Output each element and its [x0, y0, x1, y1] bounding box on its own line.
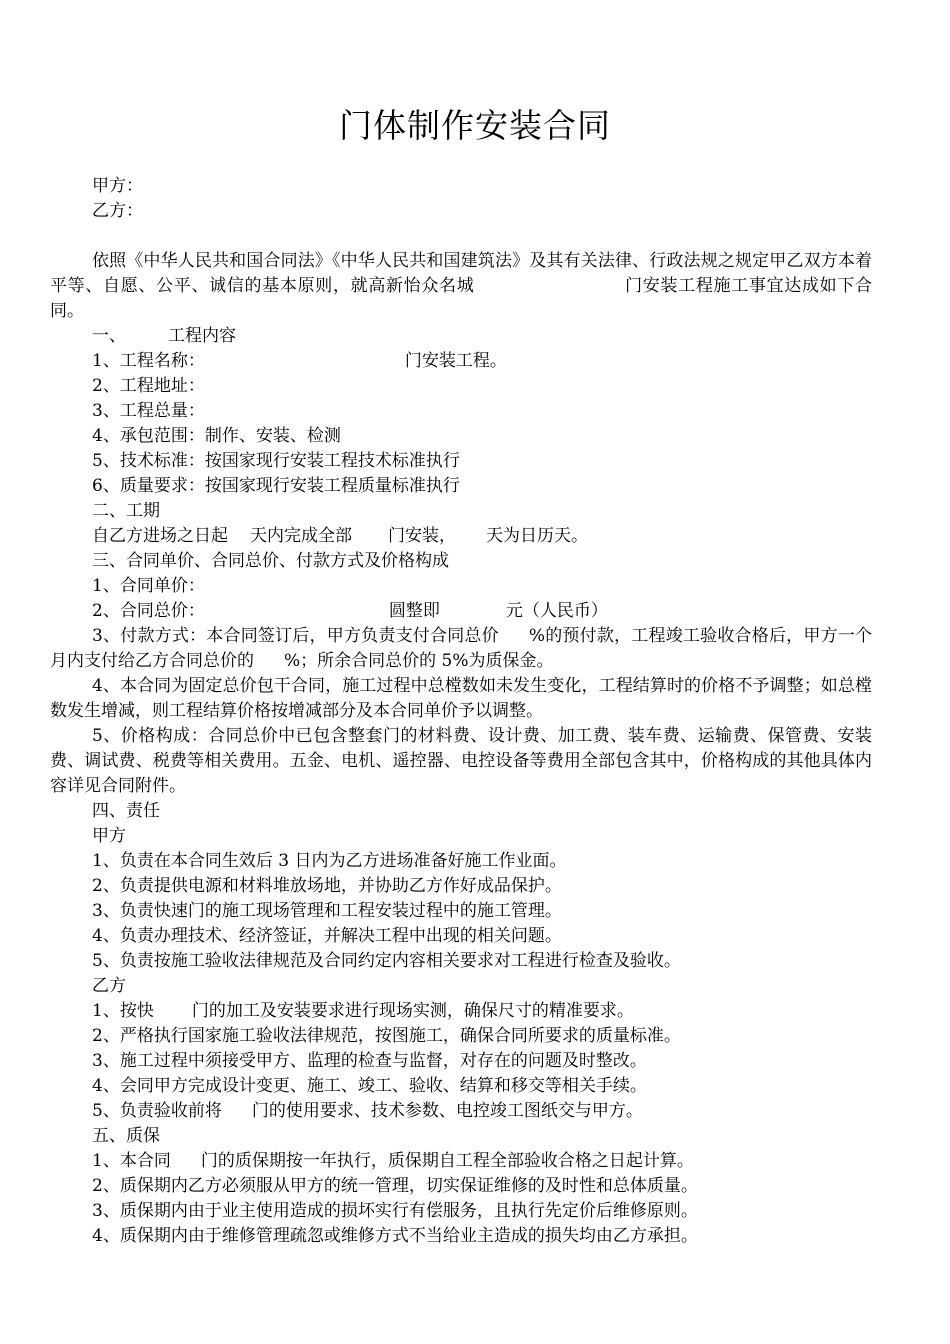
party-b-duty: 5、负责验收前将 门的使用要求、技术参数、电控竣工图纸交与甲方。 [92, 1101, 643, 1121]
party-b-duty: 4、会同甲方完成设计变更、施工、竣工、验收、结算和移交等相关手续。 [92, 1076, 647, 1096]
party-a-duty: 5、负责按施工验收法律规范及合同约定内容相关要求对工程进行检查及验收。 [92, 951, 681, 971]
party-b-duty: 3、施工过程中须接受甲方、监理的检查与监督，对存在的问题及时整改。 [92, 1051, 647, 1071]
party-b-duty: 2、严格执行国家施工验收法律规范，按图施工，确保合同所要求的质量标准。 [92, 1026, 681, 1046]
party-a-label: 甲方： [92, 176, 143, 196]
party-a-duty: 3、负责快速门的施工现场管理和工程安装过程中的施工管理。 [92, 901, 562, 921]
payment-paragraph: 3、付款方式：本合同签订后，甲方负责支付合同总价 %的预付款，工程竣工验收合格后，甲方一个月内支付给乙方合同总价的 %；所余合同总价的 5%为质保金。 [50, 626, 872, 671]
section-4-heading: 四、责任 [92, 801, 160, 821]
unit-price-line: 1、合同单价： [92, 576, 205, 596]
quality-requirement-line: 6、质量要求：按国家现行安装工程质量标准执行 [92, 476, 460, 496]
project-scope-line: 4、承包范围：制作、安装、检测 [92, 426, 341, 446]
intro-text-1: 依照《中华人民共和国合同法》《中华人民共和国建筑法》及其有关法律、行政法规之规定甲乙双方本着平等、自愿、公平、诚信的基本原则，就高新怡众名城 [50, 251, 872, 296]
party-a-duty: 2、负责提供电源和材料堆放场地，并协助乙方作好成品保护。 [92, 876, 562, 896]
project-name-line: 1、工程名称： 门安装工程。 [92, 351, 507, 371]
party-a-duty: 4、负责办理技术、经济签证，并解决工程中出现的相关问题。 [92, 926, 562, 946]
section-2-heading: 二、工期 [92, 501, 160, 521]
intro-paragraph [50, 249, 872, 324]
document-title: 门体制作安装合同 [339, 106, 611, 145]
party-a-duties-title: 甲方 [92, 826, 126, 846]
party-b-duty: 1、按快 门的加工及安装要求进行现场实测，确保尺寸的精准要求。 [92, 1001, 634, 1021]
project-address-line: 2、工程地址： [92, 376, 205, 396]
party-a-duty: 1、负责在本合同生效后 3 日内为乙方进场准备好施工作业面。 [92, 851, 567, 871]
section-5-heading: 五、质保 [92, 1126, 160, 1146]
warranty-item: 2、质保期内乙方必须服从甲方的统一管理，切实保证维修的及时性和总体质量。 [92, 1176, 698, 1196]
party-b-label: 乙方： [92, 201, 143, 221]
party-b-duties-title: 乙方 [92, 976, 126, 996]
section-3-heading: 三、合同单价、合同总价、付款方式及价格构成 [92, 551, 449, 571]
project-quantity-line: 3、工程总量： [92, 401, 205, 421]
price-composition-paragraph: 5、价格构成：合同总价中已包含整套门的材料费、设计费、加工费、装车费、运输费、保管费、安装费、调试费、税费等相关费用。五金、电机、遥控器、电控设备等费用全部包含其中，价格构成的其他具体内容详见合同附件。 [50, 726, 872, 796]
section-1-heading: 一、 工程内容 [92, 326, 236, 346]
total-price-line: 2、合同总价： 圆整即 元（人民币） [92, 601, 608, 621]
warranty-item: 4、质保期内由于维修管理疏忽或维修方式不当给业主造成的损失均由乙方承担。 [92, 1226, 698, 1246]
warranty-item: 3、质保期内由于业主使用造成的损坏实行有偿服务，且执行先定价后维修原则。 [92, 1201, 698, 1221]
intro-text-2: 门安装工程施工事宜达成如下合同。 [50, 276, 873, 321]
technical-standard-line: 5、技术标准：按国家现行安装工程技术标准执行 [92, 451, 460, 471]
fixed-price-paragraph: 4、本合同为固定总价包干合同，施工过程中总樘数如未发生变化，工程结算时的价格不予调整；如总樘数发生增减，则工程结算价格按增减部分及本合同单价予以调整。 [50, 676, 872, 721]
warranty-item: 1、本合同 门的质保期按一年执行，质保期自工程全部验收合格之日起计算。 [92, 1151, 694, 1171]
schedule-line: 自乙方进场之日起 天内完成全部 门安装， 天为日历天。 [92, 526, 588, 546]
